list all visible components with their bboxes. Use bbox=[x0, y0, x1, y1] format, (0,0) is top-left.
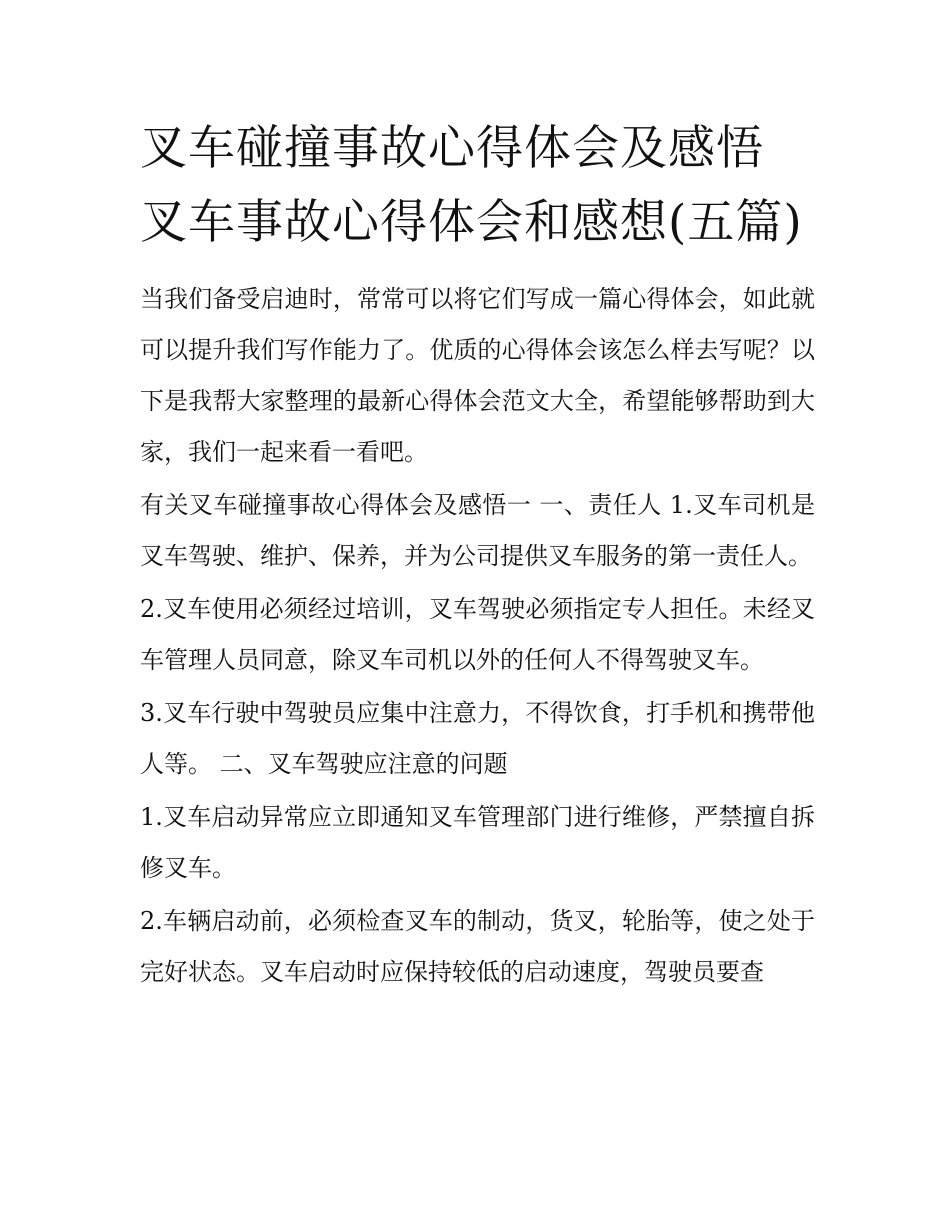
paragraph-pre-start-check: 2.车辆启动前，必须检查叉车的制动，货叉，轮胎等，使之处于完好状态。叉车启动时应保持较低的启动速度，驾驶员要查 bbox=[140, 907, 815, 986]
paragraph-responsibility: 有关叉车碰撞事故心得体会及感悟一 一、责任人 1.叉车司机是叉车驾驶、维护、保养，并为公司提供叉车服务的第一责任人。 bbox=[140, 491, 815, 570]
document-title: 叉车碰撞事故心得体会及感悟 叉车事故心得体会和感想(五篇) bbox=[140, 121, 803, 250]
paragraph-intro: 当我们备受启迪时，常常可以将它们写成一篇心得体会，如此就可以提升我们写作能力了。优质的心得体会该怎么样去写呢？以下是我帮大家整理的最新心得体会范文大全，希望能够帮助到大家，我们一起来看一看吧。 bbox=[140, 285, 815, 466]
paragraph-training: 2.叉车使用必须经过培训，叉车驾驶必须指定专人担任。未经叉车管理人员同意，除叉车司机以外的任何人不得驾驶叉车。 bbox=[140, 595, 815, 674]
paragraph-startup-fault: 1.叉车启动异常应立即通知叉车管理部门进行维修，严禁擅自拆修叉车。 bbox=[140, 803, 815, 882]
document-body bbox=[140, 112, 815, 1000]
paragraph-attention: 3.叉车行驶中驾驶员应集中注意力，不得饮食，打手机和携带他人等。 二、叉车驾驶应注意的问题 bbox=[140, 699, 815, 778]
